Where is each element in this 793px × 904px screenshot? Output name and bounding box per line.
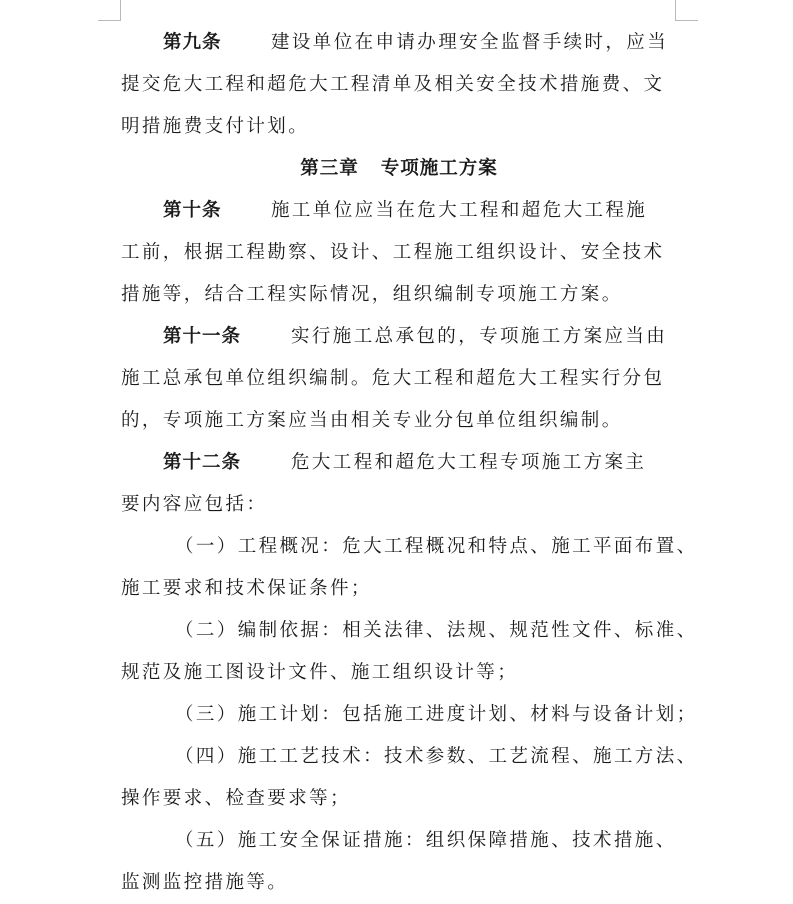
article-9-line-1: [121, 22, 677, 64]
article-11-line-3: 的，专项施工方案应当由相关专业分包单位组织编制。: [121, 410, 623, 431]
article-12-line-1: [121, 442, 677, 484]
item-2-line-1: （二）编制依据：相关法律、法规、规范性文件、标准、: [175, 620, 698, 641]
item-1-line-2: 施工要求和技术保证条件；: [121, 578, 372, 599]
article-11-line-1: [121, 316, 677, 358]
article-11-line-2: 施工总承包单位组织编制。危大工程和超危大工程实行分包: [121, 368, 665, 389]
article-10-text: 施工单位应当在危大工程和超危大工程施: [271, 200, 648, 221]
article-9-line-3: 明措施费支付计划。: [121, 116, 310, 137]
article-9-number: 第九条: [163, 32, 222, 53]
chapter-heading: [121, 148, 677, 190]
article-10-line-1: [121, 190, 677, 232]
article-12-text: 危大工程和超危大工程专项施工方案主: [291, 452, 647, 473]
item-5-line-1: （五）施工安全保证措施：组织保障措施、技术措施、: [175, 830, 677, 851]
chapter-number: 第三章: [300, 158, 359, 179]
article-10-line-3: 措施等，结合工程实际情况，组织编制专项施工方案。: [121, 284, 623, 305]
article-12-number: 第十二条: [163, 452, 242, 473]
article-10-number: 第十条: [163, 200, 222, 221]
article-9-text: 建设单位在申请办理安全监督手续时，应当: [271, 32, 669, 53]
document-body: [121, 22, 698, 904]
article-12-line-2: 要内容应包括：: [121, 494, 268, 515]
page-corner-mark-right: [675, 0, 698, 21]
page-corner-mark-left: [98, 0, 121, 21]
item-2-line-2: 规范及施工图设计文件、施工组织设计等；: [121, 662, 519, 683]
article-9-line-2: 提交危大工程和超危大工程清单及相关安全技术措施费、文: [121, 74, 665, 95]
article-11-text: 实行施工总承包的，专项施工方案应当由: [291, 326, 668, 347]
item-4-line-2: 操作要求、检查要求等；: [121, 788, 351, 809]
item-3-line-1: （三）施工计划：包括施工进度计划、材料与设备计划；: [175, 704, 698, 725]
article-11-number: 第十一条: [163, 326, 242, 347]
item-4-line-1: （四）施工工艺技术：技术参数、工艺流程、施工方法、: [175, 746, 698, 767]
article-10-line-2: 工前，根据工程勘察、设计、工程施工组织设计、安全技术: [121, 242, 665, 263]
item-1-line-1: （一）工程概况：危大工程概况和特点、施工平面布置、: [175, 536, 698, 557]
item-5-line-2: 监测监控措施等。: [121, 872, 289, 893]
chapter-title: 专项施工方案: [380, 158, 498, 179]
